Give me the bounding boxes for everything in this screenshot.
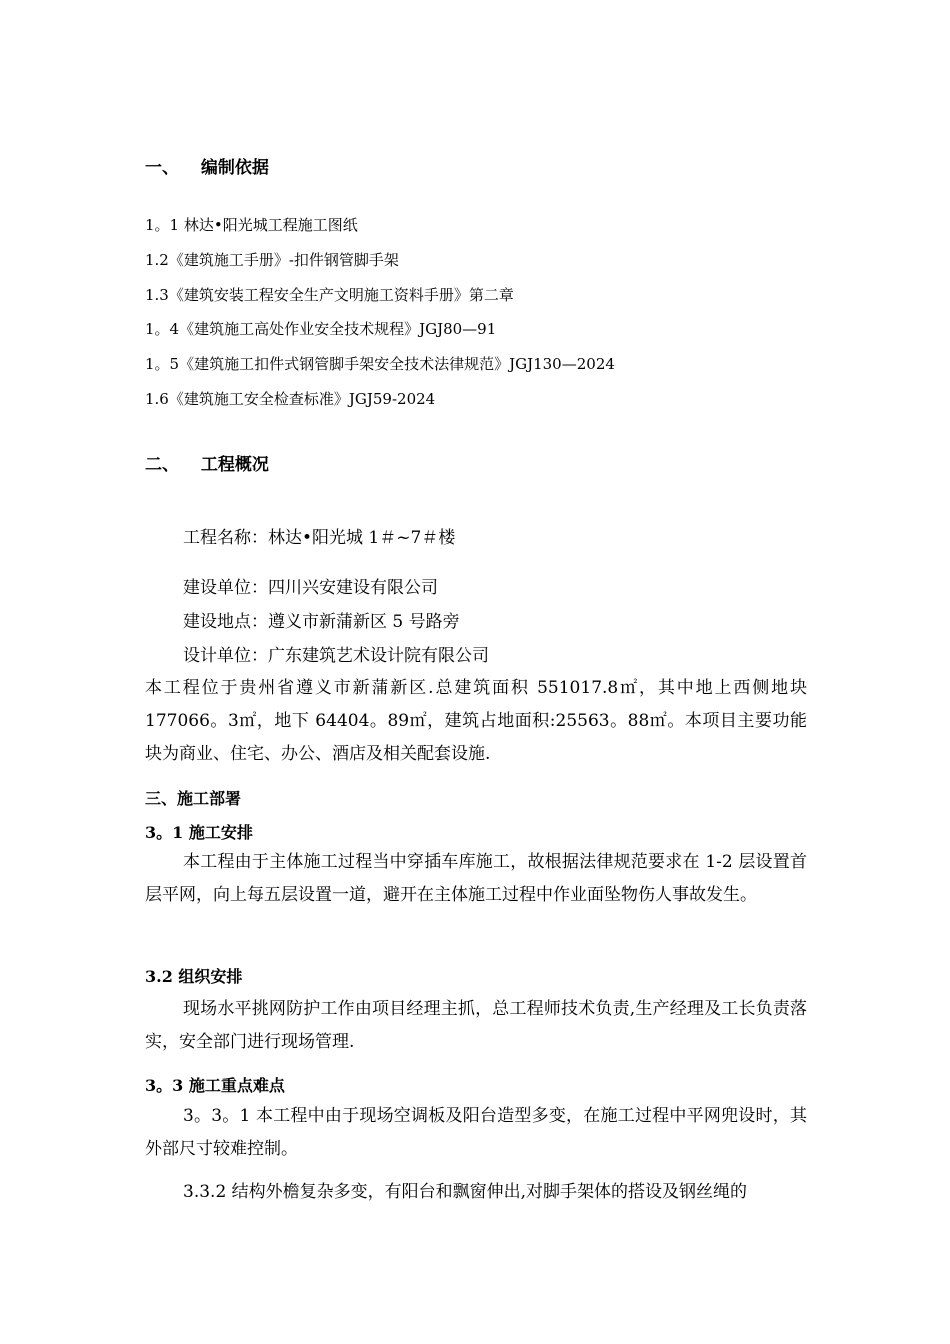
designer: 设计单位：广东建筑艺术设计院有限公司: [183, 646, 489, 666]
developer: 建设单位：四川兴安建设有限公司: [183, 578, 438, 598]
reference-item-4: 1。4《建筑施工高处作业安全技术规程》JGJ80—91: [145, 320, 497, 338]
subsection-3-1-title: 3。1 施工安排: [145, 823, 253, 842]
subsection-3-2-text: 现场水平挑网防护工作由项目经理主抓，总工程师技术负责,生产经理及工长负责落实，安全部门进行现场管理.: [145, 999, 807, 1052]
project-name: 工程名称：林达•阳光城 1＃~7＃楼: [183, 528, 456, 548]
section-1-number: 一、: [145, 158, 179, 178]
section-3-title: 三、施工部署: [145, 789, 242, 808]
section-2-title: 工程概况: [200, 455, 269, 475]
reference-item-6: 1.6《建筑施工安全检查标准》JGJ59-2024: [145, 390, 436, 408]
section-1-title: 编制依据: [200, 158, 269, 178]
subsection-3-3-text-1: 3。3。1 本工程中由于现场空调板及阳台造型多变，在施工过程中平网兜设时，其外部尺寸较难控制。: [145, 1106, 807, 1159]
section-2-number: 二、: [145, 455, 179, 475]
location: 建设地点：遵义市新蒲新区 5 号路旁: [183, 612, 460, 632]
subsection-3-3-title: 3。3 施工重点难点: [145, 1076, 285, 1095]
reference-item-1: 1。1 林达•阳光城工程施工图纸: [145, 216, 358, 234]
reference-item-5: 1。5《建筑施工扣件式钢管脚手架安全技术法律规范》JGJ130—2024: [145, 355, 615, 373]
section-1-heading: [145, 153, 269, 178]
subsection-3-2-title: 3.2 组织安排: [145, 967, 243, 986]
reference-item-3: 1.3《建筑安装工程安全生产文明施工资料手册》第二章: [145, 286, 514, 304]
project-summary: 本工程位于贵州省遵义市新蒲新区.总建筑面积 551017.8㎡，其中地上西侧地块 177066。3㎡，地下 64404。89㎡，建筑占地面积:25563。88㎡。本项目主要功能块为商业、住宅、办公、酒店及相关配套设施.: [145, 678, 807, 764]
subsection-3-3-text-2: 3.3.2 结构外檐复杂多变，有阳台和飘窗伸出,对脚手架体的搭设及钢丝绳的: [183, 1182, 748, 1202]
reference-item-2: 1.2《建筑施工手册》-扣件钢管脚手架: [145, 251, 399, 269]
section-2-heading: [145, 450, 269, 475]
subsection-3-1-text: 本工程由于主体施工过程当中穿插车库施工，故根据法律规范要求在 1-2 层设置首层平网，向上每五层设置一道，避开在主体施工过程中作业面坠物伤人事故发生。: [145, 852, 807, 905]
